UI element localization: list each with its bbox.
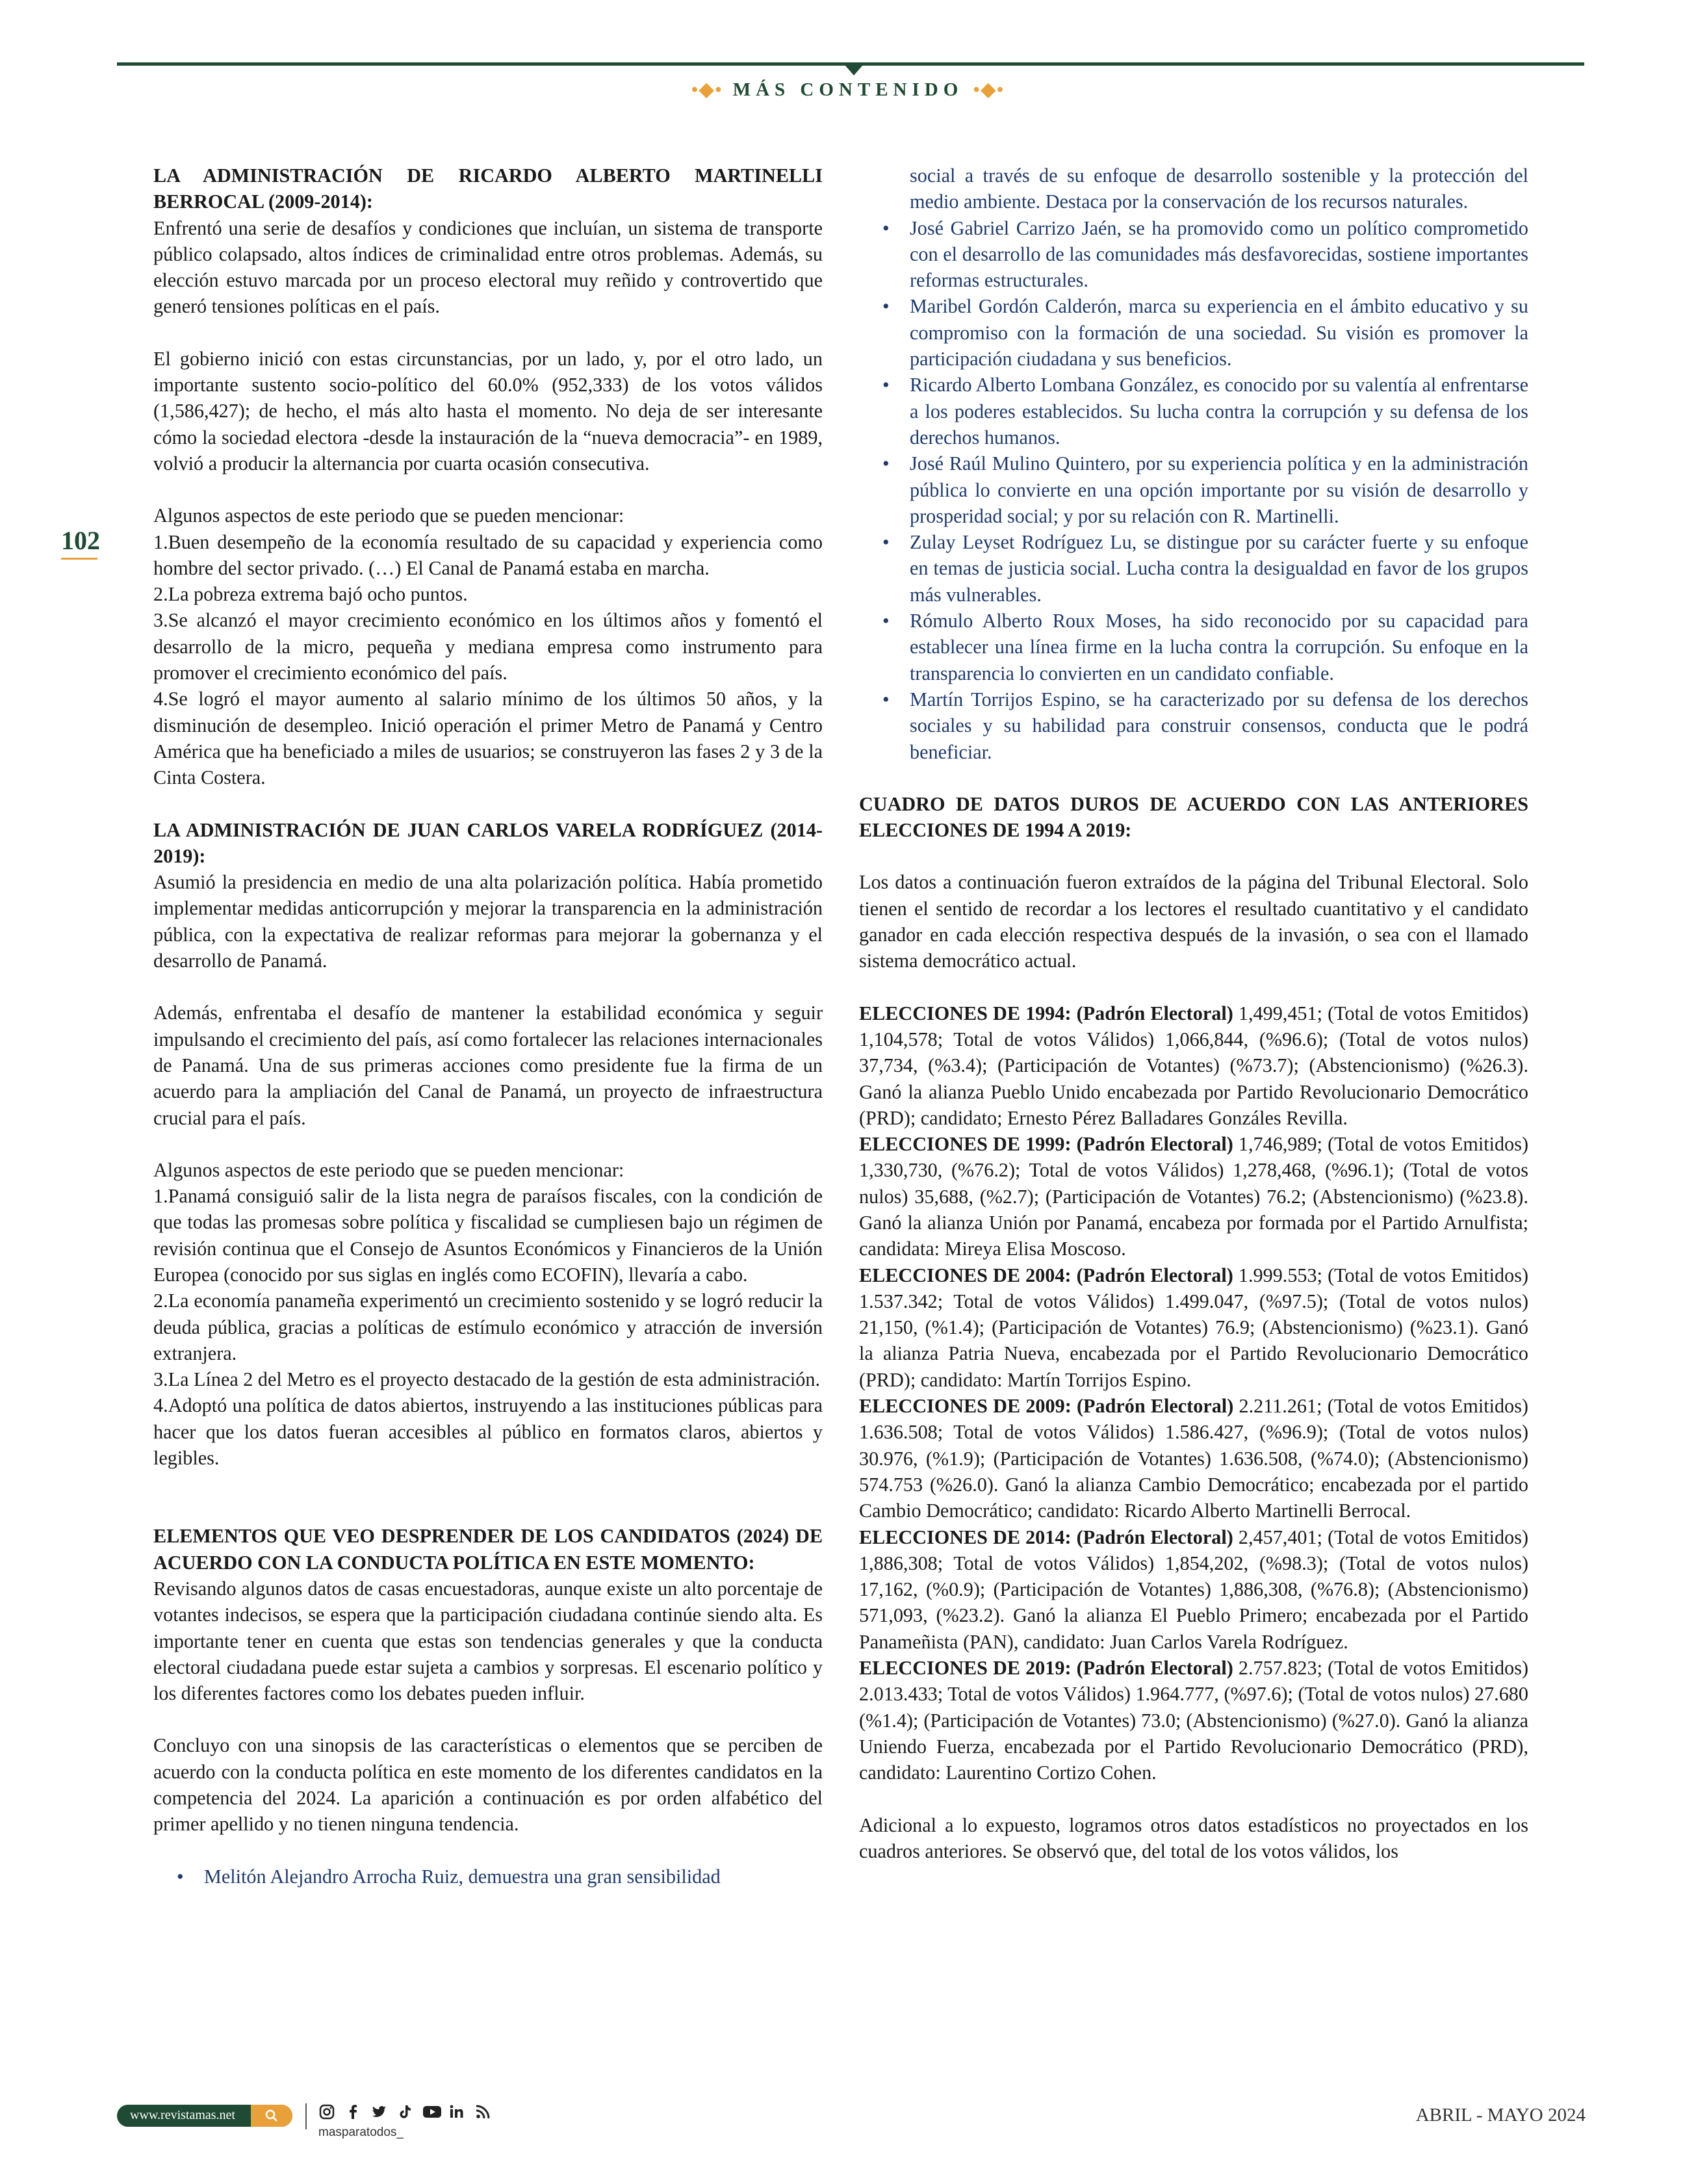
body-paragraph: Revisando algunos datos de casas encuestadoras, aunque existe un alto porcentaje de votantes indecisos, se espera que la participación ciudadana continúe siendo alta. Es importante tener en cuenta que estas son tendencias generales y que la conducta electoral ciudadana puede estar sujeta a cambios y sorpresas. El escenario político y los diferentes factores como los debates pueden influir. bbox=[153, 1577, 823, 1705]
page-number: 102 bbox=[61, 526, 100, 555]
candidate-list-item: • Melitón Alejandro Arrocha Ruiz, demuestra una gran sensibilidad bbox=[153, 1864, 823, 1890]
election-result-label: ELECCIONES DE 2009: (Padrón Electoral) bbox=[859, 1395, 1234, 1418]
body-paragraph: 4.Adoptó una política de datos abiertos, instruyendo a las instituciones públicas para hacer que los datos fueran accesibles al público en formatos claros, abiertos y legibles. bbox=[153, 1394, 823, 1470]
election-result bbox=[859, 1655, 1528, 1786]
candidate-list-item: • Maribel Gordón Calderón, marca su experiencia en el ámbito educativo y su compromiso con la formación de una sociedad. Su visión es promover la participación ciudadana y sus beneficios. bbox=[859, 293, 1528, 372]
paragraph-gap bbox=[153, 476, 823, 502]
website-url[interactable]: www.revistamas.net bbox=[130, 2108, 235, 2122]
body-paragraph: Enfrentó una serie de desafíos y condiciones que incluían, un sistema de transporte público colapsado, altos índices de criminalidad entre otros problemas. Además, su elección estuvo marcada por un proceso electoral muy reñido y controvertido que generó tensiones políticas en el país. bbox=[153, 216, 823, 318]
body-paragraph: 3.Se alcanzó el mayor crecimiento económico en los últimos años y fomentó el desarrollo de la micro, pequeña y mediana empresa como instrumento para promover el crecimiento económico del país. bbox=[153, 609, 823, 684]
body-paragraph: Los datos a continuación fueron extraídos de la página del Tribunal Electoral. Solo tienen el sentido de recordar a los lectores el resultado cuantitativo y el candidato ganador en cada elección respectiva después de la invasión, o sea con el llamado sistema democrático actual. bbox=[859, 871, 1528, 972]
election-result-label: ELECCIONES DE 1999: (Padrón Electoral) bbox=[859, 1133, 1233, 1156]
right-column bbox=[859, 162, 1528, 1864]
body-paragraph: 4.Se logró el mayor aumento al salario mínimo de los últimos 50 años, y la disminución de desempleo. Inició operación el primer Metro de Panamá y Centro América que ha beneficiado a miles de usuarios; se construyeron las fases 2 y 3 de la Cinta Costera. bbox=[153, 688, 823, 789]
paragraph-gap bbox=[153, 974, 823, 1000]
candidate-list-item: • José Gabriel Carrizo Jaén, se ha promovido como un político comprometido con el desarrollo de las comunidades más desfavorecidas, sostiene importantes reformas estructurales. bbox=[859, 215, 1528, 294]
paragraph-gap bbox=[859, 765, 1528, 791]
body-paragraph: Algunos aspectos de este periodo que se pueden mencionar: bbox=[153, 1158, 624, 1181]
candidate-list bbox=[859, 162, 1528, 765]
paragraph-gap bbox=[859, 843, 1528, 869]
linkedin-icon[interactable] bbox=[448, 2103, 465, 2120]
section-heading: LA ADMINISTRACIÓN DE RICARDO ALBERTO MARTINELLI BERROCAL (2009-2014): bbox=[153, 164, 823, 213]
paragraph-gap bbox=[153, 1706, 823, 1732]
body-paragraph: Adicional a lo expuesto, logramos otros datos estadísticos no proyectados en los cuadros anteriores. Se observó que, del total de los votos válidos, los bbox=[859, 1814, 1528, 1862]
paragraph-gap bbox=[153, 791, 823, 817]
issue-date: ABRIL - MAYO 2024 bbox=[1415, 2105, 1586, 2126]
social-handle: masparatodos_ bbox=[318, 2126, 404, 2139]
candidate-list-item: • Ricardo Alberto Lombana González, es conocido por su valentía al enfrentarse a los poderes establecidos. Su lucha contra la corrupción y su defensa de los derechos humanos. bbox=[859, 372, 1528, 450]
candidate-list bbox=[153, 1864, 823, 1890]
candidate-list-item: • Zulay Leyset Rodríguez Lu, se distingue por su carácter fuerte y su enfoque en temas de justicia social. Lucha contra la desigualdad en favor de los grupos más vulnerables. bbox=[859, 529, 1528, 608]
page-number-underline bbox=[61, 558, 97, 560]
section-dots-left: •◆• bbox=[691, 79, 723, 100]
rss-icon[interactable] bbox=[474, 2103, 491, 2120]
section-heading: LA ADMINISTRACIÓN DE JUAN CARLOS VARELA RODRÍGUEZ (2014-2019): bbox=[153, 818, 823, 867]
paragraph-gap bbox=[153, 1838, 823, 1864]
tiktok-icon[interactable] bbox=[396, 2103, 413, 2120]
candidate-list-item: social a través de su enfoque de desarrollo sostenible y la protección del medio ambiente. Destaca por la conservación de los recursos naturales. bbox=[910, 164, 1528, 213]
election-result bbox=[859, 1393, 1528, 1524]
twitter-icon[interactable] bbox=[370, 2103, 387, 2120]
instagram-icon[interactable] bbox=[318, 2103, 335, 2120]
election-result bbox=[859, 1131, 1528, 1262]
election-result-details: 1,746,989; (Total de votos Emitidos) 1,330,730, (%76.2); Total de votos Válidos) 1,278,468, (%96.1); (Total de votos nulos) 35,688, (%2.7); (Participación de Votantes) 76.2; (Abstencionismo) (%23.8). Ganó la alianza Unión por Panamá, encabeza por formada por el Partido Arnulfista; candidata: Mireya Elisa Moscoso. bbox=[859, 1133, 1529, 1260]
paragraph-gap bbox=[859, 974, 1528, 1000]
search-icon bbox=[265, 2109, 278, 2122]
paragraph-gap bbox=[153, 1131, 823, 1157]
paragraph-gap bbox=[859, 1786, 1528, 1812]
section-heading: CUADRO DE DATOS DUROS DE ACUERDO CON LAS ANTERIORES ELECCIONES DE 1994 A 2019: bbox=[859, 792, 1528, 842]
paragraph-gap bbox=[153, 1497, 823, 1523]
body-paragraph: El gobierno inició con estas circunstancias, por un lado, y, por el otro lado, un importante sustento socio-político del 60.0% (952,333) de los votos válidos (1,586,427); de hecho, el más alto hasta el momento. No deja de ser interesante cómo la sociedad electora -desde la instauración de la “nueva democracia”- en 1989, volvió a producir la alternancia por cuarta ocasión consecutiva. bbox=[153, 347, 823, 474]
election-result-details: 1,499,451; (Total de votos Emitidos) 1,104,578; Total de votos Válidos) 1,066,844, (%96.6); (Total de votos nulos) 37,734, (%3.4); (Participación de Votantes) (%73.7); (Abstencionismo) (%26.3). Ganó la alianza Pueblo Unido encabezada por Partido Revolucionario Democrático (PRD); candidato; Ernesto Pérez Balladares Gonzáles Revilla. bbox=[859, 1002, 1529, 1129]
election-result bbox=[859, 1000, 1528, 1131]
left-column bbox=[153, 162, 823, 1890]
body-paragraph: 2.La economía panameña experimentó un crecimiento sostenido y se logró reducir la deuda pública, gracias a políticas de estímulo económico y atracción de inversión extranjera. bbox=[153, 1290, 823, 1364]
social-icons bbox=[318, 2103, 491, 2120]
youtube-icon[interactable] bbox=[422, 2103, 439, 2120]
election-result-details: 2,457,401; (Total de votos Emitidos) 1,886,308; Total de votos Válidos) 1,854,202, (%98.3); (Total de votos nulos) 17,162, (%0.9); (Participación de Votantes) 1,886,308, (%76.8); (Abstencionismo) 571,093, (%23.2). Ganó la alianza El Pueblo Primero; encabezada por el Partido Panameñista (PAN), candidato: Juan Carlos Varela Rodríguez. bbox=[859, 1526, 1529, 1653]
body-paragraph: Asumió la presidencia en medio de una alta polarización política. Había prometido implementar medidas anticorrupción y mejorar la transparencia en la administración pública, con la expectativa de realizar reformas para mejorar la gobernanza y el desarrollo de Panamá. bbox=[153, 871, 823, 972]
election-result bbox=[859, 1262, 1528, 1393]
election-result-details: 1.999.553; (Total de votos Emitidos) 1.537.342; Total de votos Válidos) 1.499.047, (%97.5); (Total de votos nulos) 21,150, (%1.4); (Participación de Votantes) 76.9; (Abstencionismo) (%23.1). Ganó la alianza Patria Nueva, encabezada por el Partido Revolucionario Democrático (PRD); candidato: Martín Torrijos Espino. bbox=[859, 1264, 1529, 1391]
search-button[interactable] bbox=[251, 2105, 292, 2127]
facebook-icon[interactable] bbox=[344, 2103, 361, 2120]
candidate-list-item: • José Raúl Mulino Quintero, por su experiencia política y en la administración pública lo convierte en una opción importante por su visión de desarrollo y prosperidad social; y por su relación con R. Martinelli. bbox=[859, 450, 1528, 529]
election-result-label: ELECCIONES DE 2014: (Padrón Electoral) bbox=[859, 1526, 1233, 1548]
candidate-list-item: • Martín Torrijos Espino, se ha caracterizado por su defensa de los derechos sociales y su habilidad para construir consensos, conducta que le podrá beneficiar. bbox=[859, 686, 1528, 765]
body-paragraph: 1.Panamá consiguió salir de la lista negra de paraísos fiscales, con la condición de que todas las promesas sobre política y fiscalidad se cumpliesen bajo un régimen de revisión continua que el Consejo de Asuntos Económicos y Financieros de la Unión Europea (conocido por sus siglas en inglés como ECOFIN), llevaría a cabo. bbox=[153, 1185, 823, 1286]
election-result-label: ELECCIONES DE 2004: (Padrón Electoral) bbox=[859, 1264, 1233, 1286]
paragraph-gap bbox=[153, 320, 823, 346]
election-result-details: 2.757.823; (Total de votos Emitidos) 2.013.433; Total de votos Válidos) 1.964.777, (%97.6); (Total de votos nulos) 27.680 (%1.4); (Participación de Votantes) 73.0; (Abstencionismo) (%27.0). Ganó la alianza Uniendo Fuerza, encabezada por el Partido Revolucionario Democrático (PRD), candidato: Laurentino Cortizo Cohen. bbox=[859, 1657, 1529, 1784]
header-notch bbox=[845, 65, 863, 75]
body-paragraph: Concluyo con una sinopsis de las características o elementos que se perciben de acuerdo con la conducta política en este momento de los diferentes candidatos en la competencia del 2024. La aparición a continuación es por orden alfabético del primer apellido y no tienen ninguna tendencia. bbox=[153, 1734, 823, 1836]
body-paragraph: Además, enfrentaba el desafío de mantener la estabilidad económica y seguir impulsando el crecimiento del país, así como fortalecer las relaciones internacionales de Panamá. Una de sus primeras acciones como presidente fue la firma de un acuerdo para la ampliación del Canal de Panamá, un proyecto de infraestructura crucial para el país. bbox=[153, 1002, 823, 1129]
section-dots-right: •◆• bbox=[973, 79, 1005, 100]
body-paragraph: Algunos aspectos de este periodo que se pueden mencionar: bbox=[153, 504, 624, 527]
section-label-text: MÁS CONTENIDO bbox=[732, 79, 964, 100]
footer-divider bbox=[305, 2103, 307, 2129]
section-label bbox=[0, 78, 1696, 101]
election-result-label: ELECCIONES DE 1994: (Padrón Electoral) bbox=[859, 1002, 1233, 1024]
paragraph-gap bbox=[153, 1471, 823, 1497]
election-result bbox=[859, 1524, 1528, 1655]
candidate-list-item: • Rómulo Alberto Roux Moses, ha sido reconocido por su capacidad para establecer una línea firme en la lucha contra la corrupción. Su enfoque en la transparencia lo convierten en un candidato confiable. bbox=[859, 608, 1528, 686]
election-result-label: ELECCIONES DE 2019: (Padrón Electoral) bbox=[859, 1657, 1233, 1680]
body-paragraph: 2.La pobreza extrema bajó ocho puntos. bbox=[153, 583, 468, 606]
body-paragraph: 1.Buen desempeño de la economía resultado de su capacidad y experiencia como hombre del sector privado. (…) El Canal de Panamá estaba en marcha. bbox=[153, 530, 823, 579]
website-search-box[interactable] bbox=[117, 2105, 292, 2127]
election-result-details: 2.211.261; (Total de votos Emitidos) 1.636.508; Total de votos Válidos) 1.586.427, (%96.9); (Total de votos nulos) 30.976, (%1.9); (Participación de Votantes) 1.636.508, (%74.0); (Abstencionismo) 574.753 (%26.0). Ganó la alianza Cambio Democrático; encabezada por el partido Cambio Democrático; candidato: Ricardo Alberto Martinelli Berrocal. bbox=[859, 1395, 1528, 1522]
section-heading: ELEMENTOS QUE VEO DESPRENDER DE LOS CANDIDATOS (2024) DE ACUERDO CON LA CONDUCTA POLÍTICA EN ESTE MOMENTO: bbox=[153, 1525, 823, 1574]
body-paragraph: 3.La Línea 2 del Metro es el proyecto destacado de la gestión de esta administración. bbox=[153, 1368, 821, 1391]
